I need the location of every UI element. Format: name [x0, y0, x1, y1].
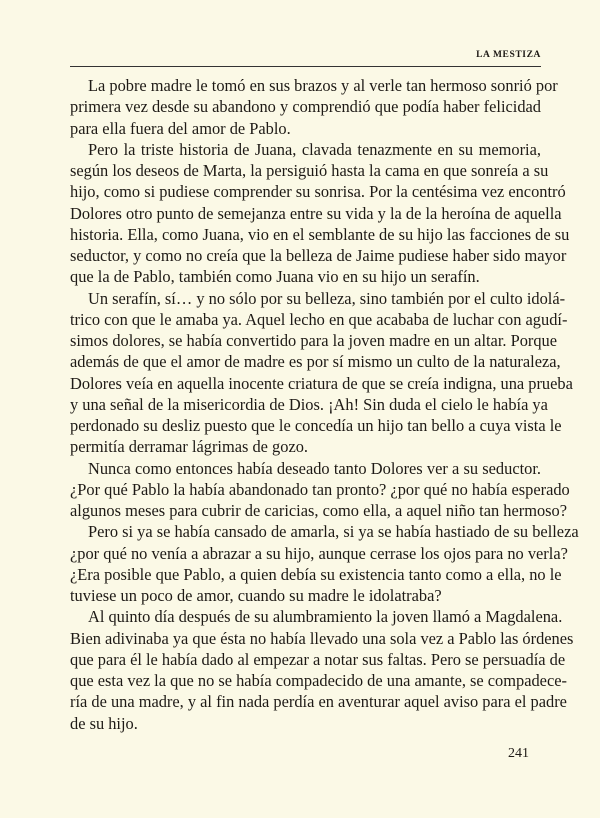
text-line: tuviese un poco de amor, cuando su madre le idolatraba?	[70, 586, 442, 605]
paragraph	[70, 75, 558, 139]
body-text	[70, 75, 579, 734]
text-line: para ella fuera del amor de Pablo.	[70, 118, 291, 138]
text-line: que esta vez la que no se había compadecido de una amante, se compadece-	[70, 671, 567, 690]
paragraph	[70, 606, 574, 734]
text-line: algunos meses para cubrir de caricias, como ella, a aquel niño tan hermoso?	[70, 501, 567, 520]
text-line: primera vez desde su abandono y comprendió que podía haber felicidad	[70, 97, 541, 117]
text-line: ¿Era posible que Pablo, a quien debía su existencia tanto como a ella, no le	[70, 564, 562, 584]
page-number: 241	[508, 746, 529, 761]
text-line: ría de una madre, y al fin nada perdía en aventurar aquel aviso para el padre	[70, 692, 567, 712]
paragraph	[70, 458, 570, 522]
text-line: ¿por qué no venía a abrazar a su hijo, aunque cerrase los ojos para no verla?	[70, 543, 568, 563]
text-line: La pobre madre le tomó en sus brazos y al verle tan hermoso sonrió por	[88, 76, 558, 95]
text-line: trico con que le amaba ya. Aquel lecho en que acababa de luchar con agudí-	[70, 309, 568, 329]
running-head: LA MESTIZA	[476, 50, 541, 60]
text-line: Dolores otro punto de semejanza entre su vida y la de la heroína de aquella	[70, 203, 562, 223]
text-line: que para él le había dado al empezar a notar sus faltas. Pero se persuadía de	[70, 649, 566, 669]
header-rule	[70, 66, 541, 67]
paragraph	[70, 521, 579, 606]
text-line: Pero la triste historia de Juana, clavada tenazmente en su memoria,	[88, 139, 541, 159]
text-line: Un serafín, sí… y no sólo por su belleza, sino también por el culto idolá-	[88, 288, 566, 308]
paragraph	[70, 288, 573, 458]
text-line: además de que el amor de madre es por sí mismo un culto de la naturaleza,	[70, 352, 561, 372]
text-line: según los deseos de Marta, la persiguió hasta la cama en que sonreía a su	[70, 161, 549, 180]
text-line: permitía derramar lágrimas de gozo.	[70, 437, 309, 457]
text-line: ¿Por qué Pablo la había abandonado tan pronto? ¿por qué no había esperado	[70, 479, 570, 499]
text-line: Pero si ya se había cansado de amarla, si ya se había hastiado de su belleza	[88, 522, 579, 542]
text-line: Nunca como entonces había deseado tanto Dolores ver a su seductor.	[88, 458, 541, 478]
text-line: perdonado su desliz puesto que le concedía un hijo tan bello a cuya vista le	[70, 416, 562, 435]
text-line: simos dolores, se había convertido para la joven madre en un altar. Porque	[70, 331, 558, 350]
text-line: Bien adivinaba ya que ésta no había llevado una sola vez a Pablo las órdenes	[70, 628, 574, 648]
text-line: y una señal de la misericordia de Dios. ¡Ah! Sin duda el cielo le había ya	[70, 394, 548, 414]
paragraph	[70, 139, 570, 288]
text-line: Al quinto día después de su alumbramiento la joven llamó a Magdalena.	[88, 607, 563, 627]
text-line: seductor, y como no creía que la belleza de Jaime pudiese haber sido mayor	[70, 246, 567, 265]
text-line: de su hijo.	[70, 713, 138, 733]
text-line: historia. Ella, como Juana, vio en el semblante de su hijo las facciones de su	[70, 224, 570, 244]
text-line: Dolores veía en aquella inocente criatura de que se creía indigna, una prueba	[70, 373, 573, 393]
text-line: que la de Pablo, también como Juana vio en su hijo un serafín.	[70, 267, 480, 287]
text-line: hijo, como si pudiese comprender su sonrisa. Por la centésima vez encontró	[70, 182, 566, 202]
